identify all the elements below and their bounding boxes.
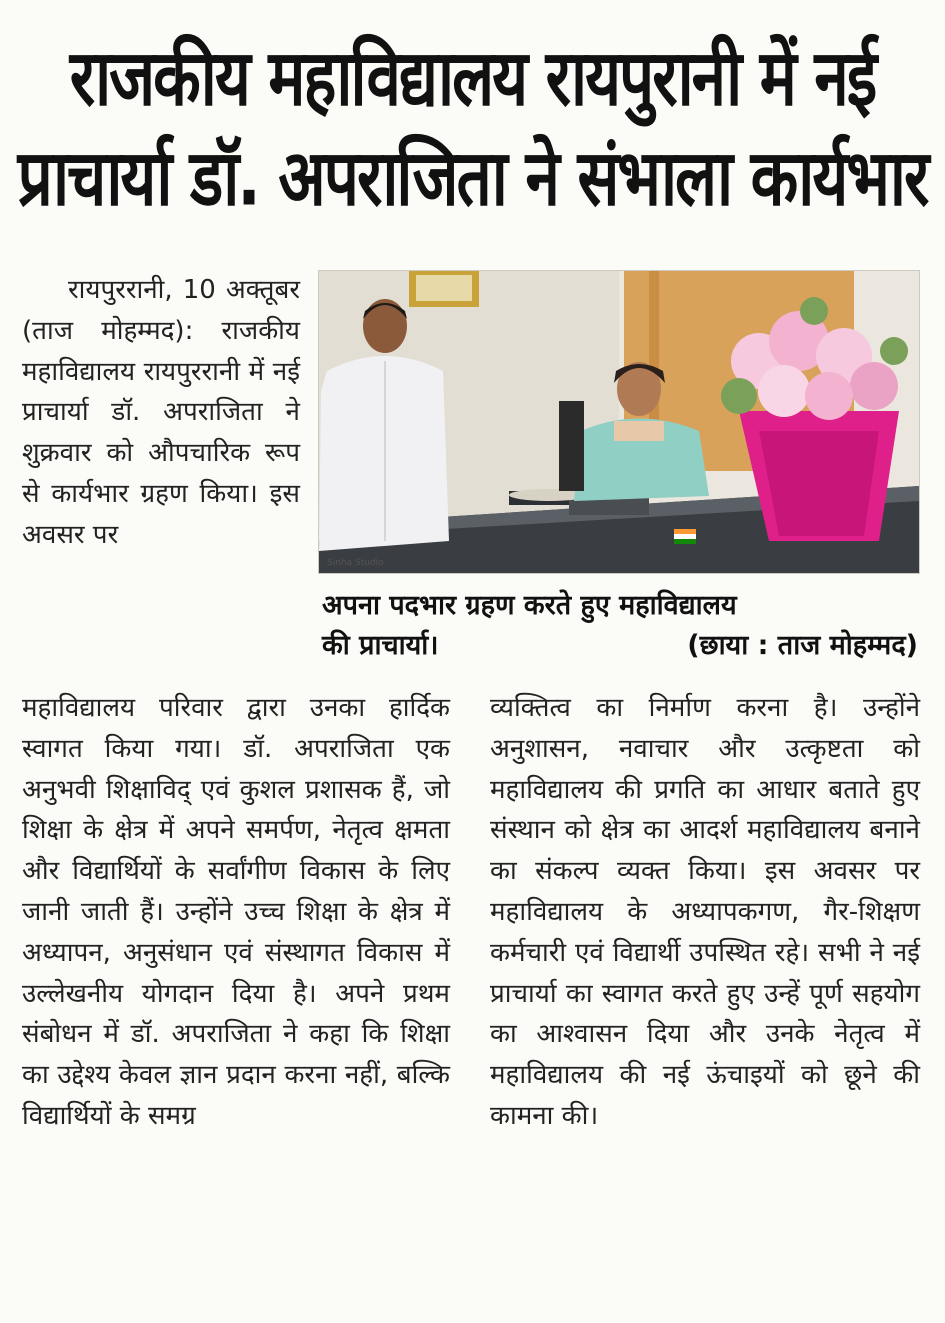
headline (0, 28, 945, 228)
article-column-1-bottom (22, 688, 450, 1137)
article-column-2 (490, 688, 920, 1137)
article-paragraph: व्यक्तित्व का निर्माण करना है। उन्होंने अनुशासन, नवाचार और उत्कृष्टता को महाविद्यालय की प्रगति का आधार बताते हुए संस्थान को क्षेत्र का आदर्श महाविद्यालय बनाने का संकल्प व्यक्त किया। इस अवसर पर महाविद्यालय के अध्यापकगण, गैर-शिक्षण कर्मचारी एवं विद्यार्थी उपस्थित रहे। सभी ने नई प्राचार्या का स्वागत करते हुए उन्हें पूर्ण सहयोग का आश्वासन दिया और उनके नेतृत्व में महाविद्यालय की नई ऊंचाइयों को छूने की कामना की। (490, 693, 920, 1131)
caption-text-end: की प्राचार्या। (322, 630, 439, 661)
article-column-1-top (22, 270, 300, 556)
headline-line-2: प्राचार्या डॉ. अपराजिता ने संभाला कार्यभार (17, 131, 928, 223)
photo-caption (322, 586, 918, 666)
news-photo (318, 270, 920, 574)
photo-watermark: Sinha Studio (327, 558, 384, 568)
article-paragraph: महाविद्यालय परिवार द्वारा उनका हार्दिक स्वागत किया गया। डॉ. अपराजिता एक अनुभवी शिक्षाविद् एवं कुशल प्रशासक हैं, जो शिक्षा के क्षेत्र में अपने समर्पण, नेतृत्व क्षमता और विद्यार्थियों के सर्वांगीण विकास के लिए जानी जाती हैं। उन्होंने उच्च शिक्षा के क्षेत्र में अध्यापन, अनुसंधान एवं संस्थागत विकास में उल्लेखनीय योगदान दिया है। अपने प्रथम संबोधन में डॉ. अपराजिता ने कहा कि शिक्षा का उद्देश्य केवल ज्ञान प्रदान करना नहीं, बल्कि विद्यार्थियों के समग्र (22, 693, 451, 1131)
caption-line-2 (322, 626, 918, 666)
headline-line-1: राजकीय महाविद्यालय रायपुरानी में नई (69, 31, 876, 123)
photo-credit: (छाया : ताज मोहम्मद) (687, 630, 918, 661)
photo-illustration (319, 271, 919, 573)
article-paragraph: रायपुररानी, 10 अक्तूबर (ताज मोहम्मद): राजकीय महाविद्यालय रायपुररानी में नई प्राचार्या डॉ. अपराजिता ने शुक्रवार को औपचारिक रूप से कार्यभार ग्रहण किया। इस अवसर पर (22, 275, 300, 550)
caption-line-1: अपना पदभार ग्रहण करते हुए महाविद्यालय (322, 590, 737, 621)
